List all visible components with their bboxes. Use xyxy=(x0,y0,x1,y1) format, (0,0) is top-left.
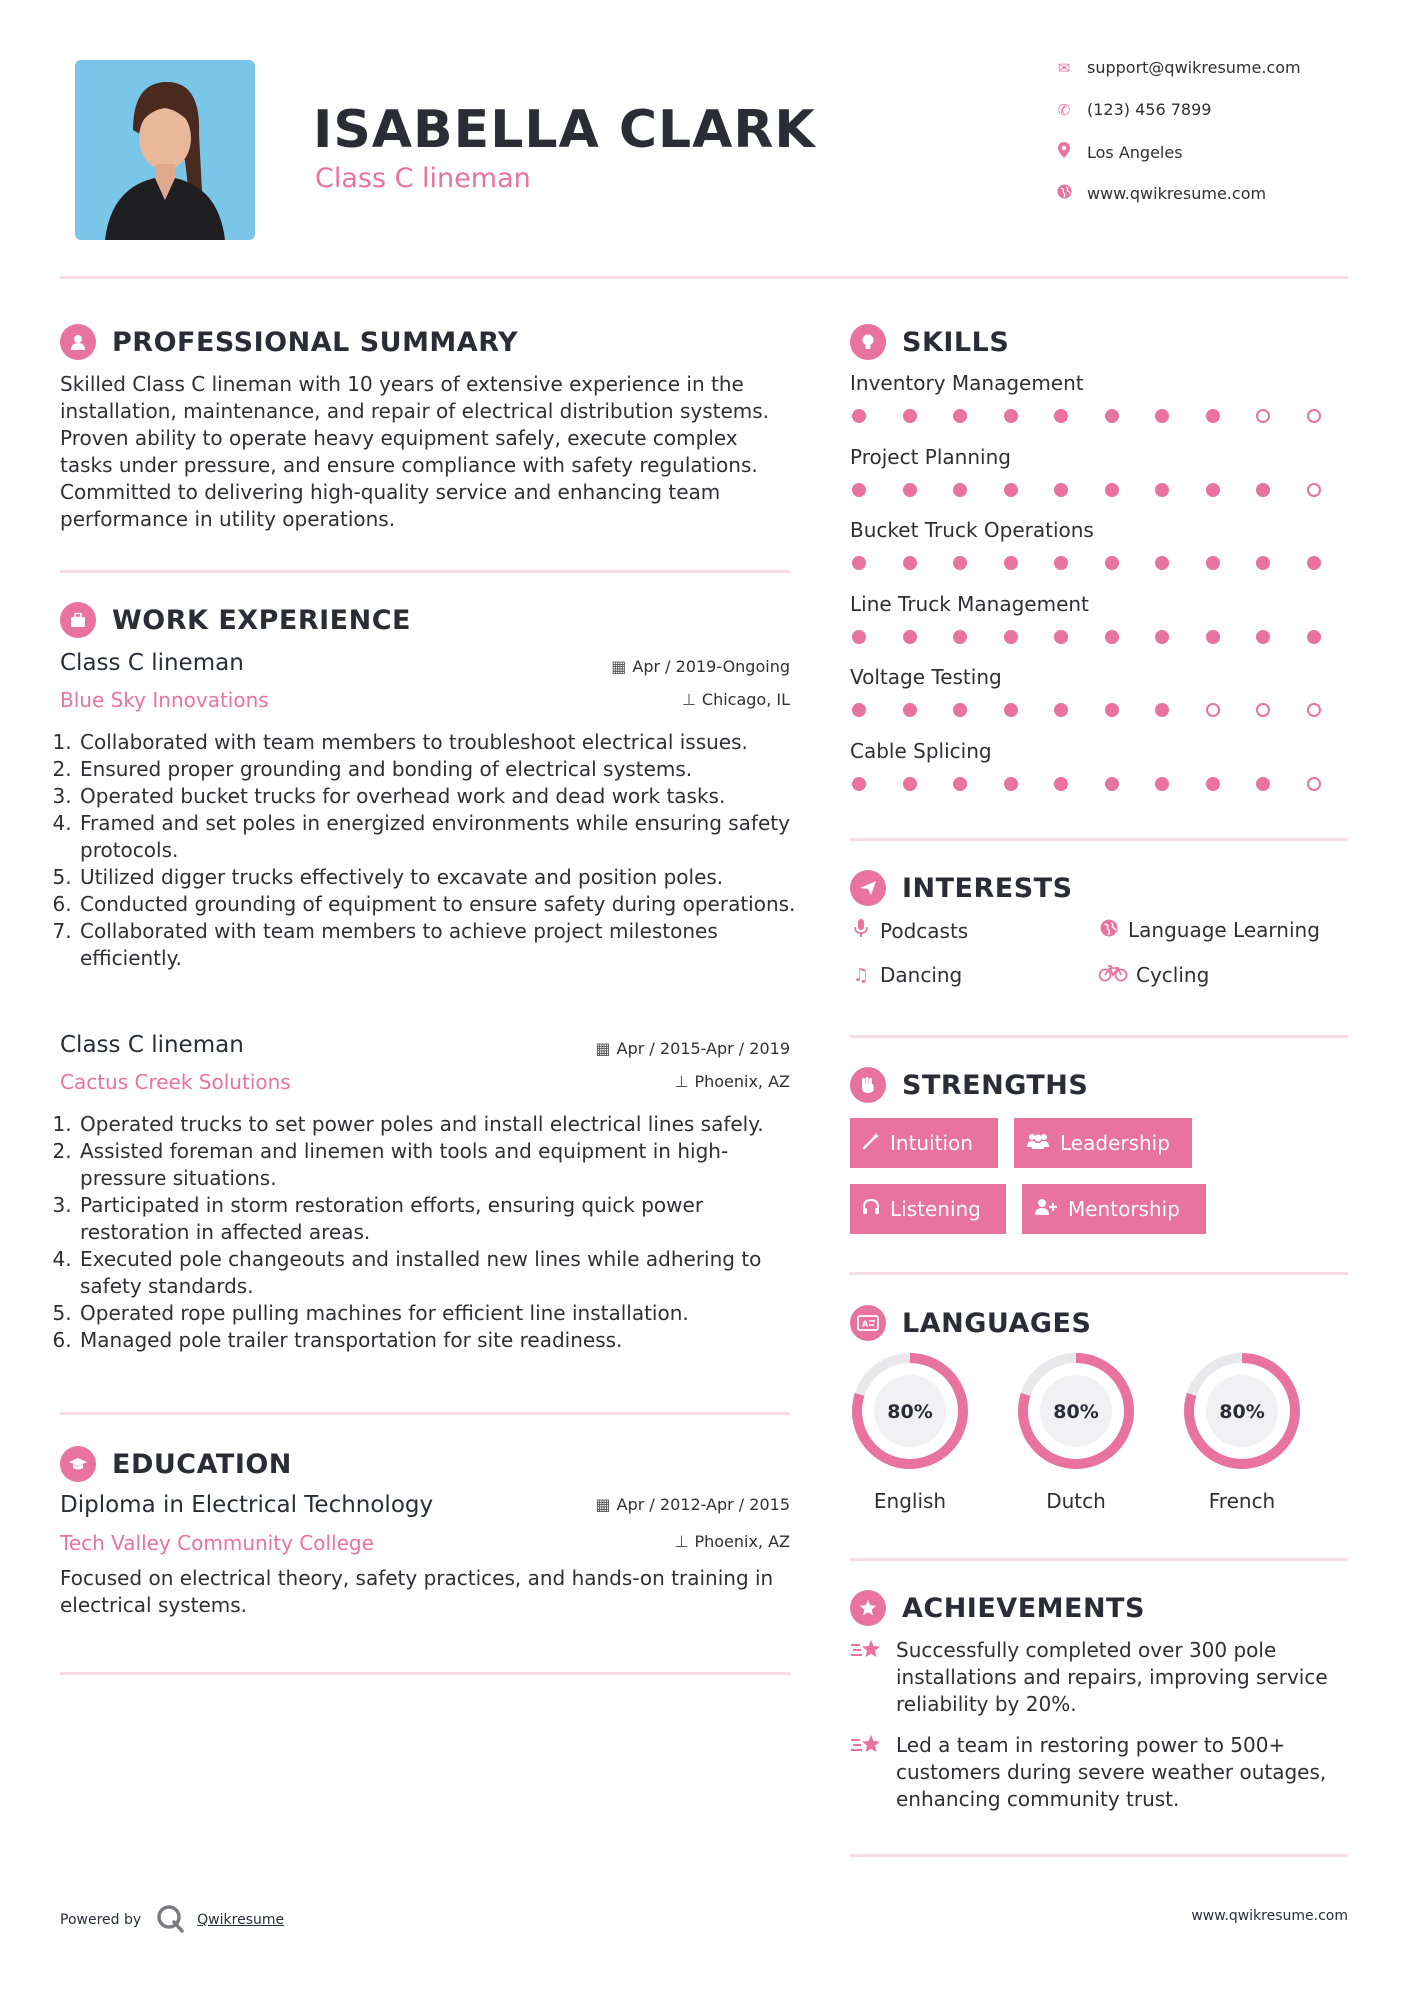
contact-phone-text: (123) 456 7899 xyxy=(1087,100,1212,119)
strengths-heading xyxy=(850,1067,1088,1103)
skill-rating xyxy=(852,483,1321,497)
rating-dot-empty xyxy=(1256,409,1270,423)
rating-dot-filled xyxy=(1105,483,1119,497)
rating-dot-filled xyxy=(852,556,866,570)
contact-email[interactable] xyxy=(1053,58,1301,77)
lightbulb-icon xyxy=(850,324,886,360)
skill-name: Voltage Testing xyxy=(850,665,1002,689)
rating-dot-empty xyxy=(1307,409,1321,423)
contact-phone[interactable] xyxy=(1053,100,1211,119)
job-1-location xyxy=(682,690,790,709)
rating-dot-filled xyxy=(1105,630,1119,644)
rating-dot-filled xyxy=(1054,556,1068,570)
job-1-title: Class C lineman xyxy=(60,650,244,676)
duty-item: 3. Participated in storm restoration efforts, ensuring quick power restoration in affected areas. xyxy=(78,1192,808,1246)
duty-item: 1. Operated trucks to set power poles and install electrical lines safely. xyxy=(78,1111,808,1138)
strength-label: Listening xyxy=(890,1197,981,1221)
languages-divider xyxy=(850,1558,1348,1561)
calendar-icon: ▦ xyxy=(595,1495,611,1514)
rating-dot-filled xyxy=(1054,630,1068,644)
duty-item: 5. Utilized digger trucks effectively to excavate and position poles. xyxy=(78,864,808,891)
map-pin-icon xyxy=(1053,142,1075,162)
rating-dot-filled xyxy=(903,556,917,570)
calendar-icon: ▦ xyxy=(595,1039,611,1058)
pushpin-icon: ⊥ xyxy=(674,1072,689,1091)
user-icon xyxy=(60,324,96,360)
duty-item: 7. Collaborated with team members to achieve project milestones efficiently. xyxy=(78,918,808,972)
skills-heading xyxy=(850,324,1009,360)
achievement-item xyxy=(850,1637,1348,1718)
user-plus-icon xyxy=(1034,1198,1058,1221)
pushpin-icon: ⊥ xyxy=(674,1532,689,1551)
language-name: French xyxy=(1208,1489,1276,1513)
skill-name: Cable Splicing xyxy=(850,738,992,763)
rating-dot-filled xyxy=(852,777,866,791)
music-note-icon: ♫ xyxy=(852,964,870,986)
achievements-heading xyxy=(850,1590,1145,1626)
contact-website[interactable] xyxy=(1053,184,1266,203)
rating-dot-filled xyxy=(852,483,866,497)
strength-tag xyxy=(1022,1184,1206,1234)
rating-dot-filled xyxy=(903,703,917,717)
education-description: Focused on electrical theory, safety practices, and hands-on training in electrical systems. xyxy=(60,1566,774,1617)
skills-title: SKILLS xyxy=(902,326,1010,358)
rating-dot-filled xyxy=(1307,630,1321,644)
education-dates-text: Apr / 2012-Apr / 2015 xyxy=(616,1495,790,1514)
rating-dot-filled xyxy=(1206,556,1220,570)
skill-rating xyxy=(852,630,1321,644)
rating-dot-empty xyxy=(1307,777,1321,791)
rating-dot-filled xyxy=(1004,483,1018,497)
summary-title: PROFESSIONAL SUMMARY xyxy=(112,326,519,358)
header-divider xyxy=(60,276,1348,279)
fist-icon xyxy=(850,1067,886,1103)
rating-dot-filled xyxy=(852,703,866,717)
rating-dot-empty xyxy=(1206,703,1220,717)
skill-rating xyxy=(852,556,1321,570)
rating-dot-filled xyxy=(1155,556,1169,570)
rating-dot-filled xyxy=(1105,556,1119,570)
rating-dot-filled xyxy=(1155,777,1169,791)
rating-dot-filled xyxy=(1256,630,1270,644)
contact-location xyxy=(1053,142,1183,162)
interest-label: Dancing xyxy=(880,963,963,987)
job-2-location-text: Phoenix, AZ xyxy=(694,1072,790,1091)
duty-item: 4. Framed and set poles in energized environments while ensuring safety protocols. xyxy=(78,810,808,864)
interests-heading xyxy=(850,870,1073,906)
language-item xyxy=(850,1351,970,1513)
duty-item: 2. Assisted foreman and linemen with tools and equipment in high-pressure situations. xyxy=(78,1138,808,1192)
interest-label: Cycling xyxy=(1136,963,1210,987)
job-1-location-text: Chicago, IL xyxy=(701,690,790,709)
achievement-text: Led a team in restoring power to 500+ customers during severe weather outages, enhancing community trust. xyxy=(896,1733,1327,1811)
powered-by-text: Powered by xyxy=(60,1912,142,1928)
rating-dot-filled xyxy=(1105,777,1119,791)
experience-divider xyxy=(60,1412,790,1415)
microphone-icon xyxy=(850,918,872,943)
phone-icon: ✆ xyxy=(1057,100,1071,119)
rating-dot-filled xyxy=(1206,409,1220,423)
rating-dot-filled xyxy=(1105,703,1119,717)
rating-dot-filled xyxy=(1004,630,1018,644)
rating-dot-filled xyxy=(953,483,967,497)
rating-dot-filled xyxy=(1155,703,1169,717)
qwikresume-logo-icon xyxy=(155,1903,185,1937)
duty-item: 3. Operated bucket trucks for overhead work and dead work tasks. xyxy=(78,783,808,810)
rating-dot-filled xyxy=(903,483,917,497)
rating-dot-filled xyxy=(953,777,967,791)
contact-email-text: support@qwikresume.com xyxy=(1087,58,1301,77)
education-location xyxy=(675,1532,791,1551)
rating-dot-filled xyxy=(903,409,917,423)
shooting-star-icon xyxy=(850,1732,884,1813)
education-title: EDUCATION xyxy=(112,1448,292,1480)
interest-item xyxy=(850,963,962,987)
rating-dot-filled xyxy=(1155,409,1169,423)
interest-label: Language Learning xyxy=(1128,918,1320,942)
duty-item: 6. Conducted grounding of equipment to ensure safety during operations. xyxy=(78,891,808,918)
headphones-icon xyxy=(862,1198,880,1221)
skills-divider xyxy=(850,838,1348,841)
job-2-duties xyxy=(60,1111,808,1354)
job-2-dates-text: Apr / 2015-Apr / 2019 xyxy=(616,1039,790,1058)
education-degree: Diploma in Electrical Technology xyxy=(60,1492,434,1518)
strength-label: Intuition xyxy=(890,1131,973,1155)
education-heading xyxy=(60,1446,292,1482)
rating-dot-filled xyxy=(953,409,967,423)
achievements-title: ACHIEVEMENTS xyxy=(902,1592,1145,1624)
footer-powered xyxy=(60,1903,284,1937)
qwikresume-link[interactable]: Qwikresume xyxy=(197,1912,285,1928)
rating-dot-filled xyxy=(1307,556,1321,570)
envelope-icon: ✉ xyxy=(1057,58,1071,77)
language-percent: 80% xyxy=(1219,1401,1265,1423)
interests-divider xyxy=(850,1035,1348,1038)
globe-icon xyxy=(1098,919,1120,942)
education-dates xyxy=(596,1495,790,1514)
svg-text:A: A xyxy=(862,1319,869,1329)
achievement-item xyxy=(850,1732,1348,1813)
language-name: Dutch xyxy=(1046,1489,1106,1513)
interest-item xyxy=(1098,963,1209,987)
language-item xyxy=(1016,1351,1136,1513)
strength-label: Mentorship xyxy=(1068,1197,1180,1221)
language-ring xyxy=(1182,1351,1302,1471)
contact-location-text: Los Angeles xyxy=(1087,142,1183,162)
strength-tag xyxy=(1014,1118,1192,1168)
star-badge-icon xyxy=(850,1590,886,1626)
rating-dot-filled xyxy=(903,630,917,644)
languages-title: LANGUAGES xyxy=(902,1307,1092,1339)
pushpin-icon: ⊥ xyxy=(681,690,696,709)
skill-rating xyxy=(852,409,1321,423)
achievement-text: Successfully completed over 300 pole installations and repairs, improving service reliability by 20%. xyxy=(896,1638,1328,1716)
rating-dot-filled xyxy=(1054,409,1068,423)
skill-name: Line Truck Management xyxy=(850,591,1089,616)
strength-tag xyxy=(850,1118,998,1168)
rating-dot-filled xyxy=(953,556,967,570)
paper-plane-icon xyxy=(850,870,886,906)
rating-dot-filled xyxy=(1256,556,1270,570)
briefcase-icon xyxy=(60,602,96,638)
education-location-text: Phoenix, AZ xyxy=(694,1532,790,1551)
rating-dot-filled xyxy=(1054,703,1068,717)
job-2-location xyxy=(675,1072,791,1091)
duty-item: 2. Ensured proper grounding and bonding of electrical systems. xyxy=(78,756,808,783)
language-percent: 80% xyxy=(887,1401,933,1423)
interest-item xyxy=(850,918,968,943)
rating-dot-filled xyxy=(953,630,967,644)
achievements-divider xyxy=(850,1854,1348,1857)
rating-dot-filled xyxy=(852,630,866,644)
profile-photo xyxy=(75,60,255,240)
graduation-icon xyxy=(60,1446,96,1482)
rating-dot-filled xyxy=(1054,483,1068,497)
candidate-name: ISABELLA CLARK xyxy=(313,100,816,160)
globe-icon xyxy=(1053,184,1075,203)
skill-name: Project Planning xyxy=(850,444,1011,469)
language-percent: 80% xyxy=(1053,1401,1099,1423)
shooting-star-icon xyxy=(850,1637,884,1718)
strengths-divider xyxy=(850,1272,1348,1275)
magic-wand-icon xyxy=(862,1132,880,1155)
job-1-company: Blue Sky Innovations xyxy=(60,688,269,712)
rating-dot-filled xyxy=(1206,483,1220,497)
job-1-dates xyxy=(611,657,790,676)
summary-divider xyxy=(60,570,790,573)
summary-text: Skilled Class C lineman with 10 years of extensive experience in the installation, maintenance, and repair of electrical distribution systems. Proven ability to operate heavy equipment safely, execute complex tasks under pressure, and ensure compliance with safety regulations. Committed to delivering high-quality service and enhancing team performance in utility operations. xyxy=(60,372,770,531)
rating-dot-empty xyxy=(1307,483,1321,497)
language-name: English xyxy=(873,1489,947,1513)
rating-dot-filled xyxy=(1206,777,1220,791)
rating-dot-filled xyxy=(953,703,967,717)
skill-rating xyxy=(852,703,1321,717)
contact-website-text: www.qwikresume.com xyxy=(1087,184,1267,203)
strength-label: Leadership xyxy=(1060,1131,1170,1155)
group-icon xyxy=(1026,1132,1050,1155)
bicycle-icon xyxy=(1098,964,1128,987)
rating-dot-filled xyxy=(852,409,866,423)
rating-dot-filled xyxy=(1155,630,1169,644)
education-divider xyxy=(60,1672,790,1675)
rating-dot-filled xyxy=(1004,556,1018,570)
rating-dot-filled xyxy=(1004,703,1018,717)
duty-item: 1. Collaborated with team members to troubleshoot electrical issues. xyxy=(78,729,808,756)
rating-dot-filled xyxy=(1155,483,1169,497)
skill-name: Bucket Truck Operations xyxy=(850,518,1094,542)
footer-url[interactable]: www.qwikresume.com xyxy=(1191,1908,1348,1924)
skill-rating xyxy=(852,777,1321,791)
languages-heading xyxy=(850,1305,1091,1341)
summary-heading xyxy=(60,324,518,360)
interest-label: Podcasts xyxy=(880,918,969,943)
language-item xyxy=(1182,1351,1302,1513)
language-card-icon xyxy=(850,1305,886,1341)
calendar-icon: ▦ xyxy=(611,657,627,676)
job-1-dates-text: Apr / 2019-Ongoing xyxy=(632,657,790,676)
job-2-company: Cactus Creek Solutions xyxy=(60,1070,291,1094)
duty-item: 6. Managed pole trailer transportation for site readiness. xyxy=(78,1327,808,1354)
duty-item: 5. Operated rope pulling machines for efficient line installation. xyxy=(78,1300,808,1327)
strength-tag xyxy=(850,1184,1006,1234)
interest-item xyxy=(1098,918,1320,942)
language-ring xyxy=(1016,1351,1136,1471)
rating-dot-filled xyxy=(1105,409,1119,423)
experience-heading xyxy=(60,602,411,638)
job-2-title: Class C lineman xyxy=(60,1032,244,1058)
rating-dot-empty xyxy=(1307,703,1321,717)
rating-dot-empty xyxy=(1256,703,1270,717)
interests-title: INTERESTS xyxy=(902,872,1073,904)
rating-dot-filled xyxy=(1054,777,1068,791)
rating-dot-filled xyxy=(903,777,917,791)
language-ring xyxy=(850,1351,970,1471)
candidate-role: Class C lineman xyxy=(315,163,531,194)
education-school: Tech Valley Community College xyxy=(60,1531,374,1555)
rating-dot-filled xyxy=(1004,409,1018,423)
skill-name: Inventory Management xyxy=(850,371,1084,395)
job-1-duties xyxy=(60,729,808,972)
rating-dot-filled xyxy=(1256,483,1270,497)
rating-dot-filled xyxy=(1256,777,1270,791)
experience-title: WORK EXPERIENCE xyxy=(112,604,411,636)
strengths-title: STRENGTHS xyxy=(902,1069,1089,1101)
job-2-dates xyxy=(596,1039,790,1058)
duty-item: 4. Executed pole changeouts and installed new lines while adhering to safety standards. xyxy=(78,1246,808,1300)
rating-dot-filled xyxy=(1004,777,1018,791)
rating-dot-filled xyxy=(1206,630,1220,644)
